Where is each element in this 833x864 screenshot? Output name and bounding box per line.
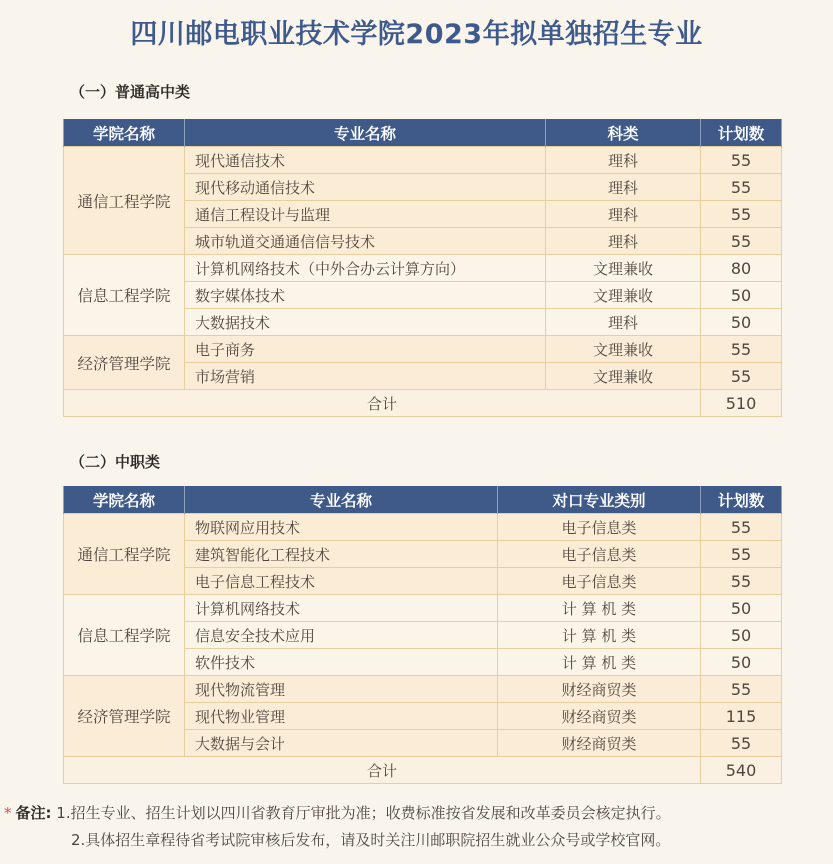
- plan-cell: 55: [701, 568, 782, 595]
- plan-cell: 55: [701, 730, 782, 757]
- plan-cell: 50: [701, 649, 782, 676]
- college-cell: 经济管理学院: [64, 336, 185, 390]
- col-header-major: 专业名称: [185, 119, 546, 147]
- major-cell: 通信工程设计与监理: [185, 201, 546, 228]
- plan-cell: 50: [701, 309, 782, 336]
- major-cell: 建筑智能化工程技术: [185, 541, 498, 568]
- plan-cell: 55: [701, 363, 782, 390]
- major-cell: 城市轨道交通通信信号技术: [185, 228, 546, 255]
- category-cell: 文理兼收: [546, 255, 701, 282]
- college-cell: 通信工程学院: [64, 147, 185, 255]
- major-cell: 现代物流管理: [185, 676, 498, 703]
- category-cell: 文理兼收: [546, 282, 701, 309]
- major-cell: 市场营销: [185, 363, 546, 390]
- major-cell: 计算机网络技术（中外合办云计算方向）: [185, 255, 546, 282]
- total-row: [64, 390, 782, 417]
- category-cell: 计 算 机 类: [498, 649, 701, 676]
- table-row: [64, 514, 782, 541]
- notes-label: 备注:: [15, 804, 52, 822]
- table-row: [64, 595, 782, 622]
- major-cell: 现代物业管理: [185, 703, 498, 730]
- plan-cell: 50: [701, 595, 782, 622]
- col-header-plan: 计划数: [701, 119, 782, 147]
- table-general-high-school: [63, 119, 782, 417]
- col-header-college: 学院名称: [64, 486, 185, 514]
- category-cell: 文理兼收: [546, 336, 701, 363]
- category-cell: 财经商贸类: [498, 703, 701, 730]
- page-title: 四川邮电职业技术学院2023年拟单独招生专业: [130, 19, 703, 50]
- total-label: 合计: [64, 390, 701, 417]
- category-cell: 财经商贸类: [498, 730, 701, 757]
- category-cell: 理科: [546, 309, 701, 336]
- col-header-college: 学院名称: [64, 119, 185, 147]
- plan-cell: 55: [701, 541, 782, 568]
- category-cell: 理科: [546, 174, 701, 201]
- category-cell: 计 算 机 类: [498, 622, 701, 649]
- total-row: [64, 757, 782, 784]
- college-cell: 通信工程学院: [64, 514, 185, 595]
- category-cell: 理科: [546, 201, 701, 228]
- plan-cell: 55: [701, 174, 782, 201]
- plan-cell: 55: [701, 676, 782, 703]
- total-label: 合计: [64, 757, 701, 784]
- note-text-2: 2.具体招生章程待省考试院审核后发布，请及时关注川邮职院招生就业公众号或学校官网。: [71, 831, 671, 849]
- table-row: [64, 336, 782, 363]
- table-row: [64, 147, 782, 174]
- note-line-1: [4, 800, 671, 827]
- plan-cell: 55: [701, 514, 782, 541]
- plan-cell: 50: [701, 282, 782, 309]
- col-header-plan: 计划数: [701, 486, 782, 514]
- category-cell: 理科: [546, 228, 701, 255]
- major-cell: 电子商务: [185, 336, 546, 363]
- total-value: 510: [701, 390, 782, 417]
- college-cell: 经济管理学院: [64, 676, 185, 757]
- plan-cell: 115: [701, 703, 782, 730]
- category-cell: 文理兼收: [546, 363, 701, 390]
- major-cell: 大数据技术: [185, 309, 546, 336]
- section-heading-vocational: （二）中职类: [70, 453, 161, 471]
- plan-cell: 55: [701, 147, 782, 174]
- major-cell: 物联网应用技术: [185, 514, 498, 541]
- category-cell: 电子信息类: [498, 541, 701, 568]
- major-cell: 计算机网络技术: [185, 595, 498, 622]
- major-cell: 现代通信技术: [185, 147, 546, 174]
- col-header-matching-category: 对口专业类别: [498, 486, 701, 514]
- plan-cell: 50: [701, 622, 782, 649]
- table-row: [64, 255, 782, 282]
- table-header-row: [64, 119, 782, 147]
- category-cell: 理科: [546, 147, 701, 174]
- col-header-category: 科类: [546, 119, 701, 147]
- notes: [4, 800, 671, 854]
- plan-cell: 55: [701, 336, 782, 363]
- col-header-major: 专业名称: [185, 486, 498, 514]
- major-cell: 大数据与会计: [185, 730, 498, 757]
- total-value: 540: [701, 757, 782, 784]
- major-cell: 软件技术: [185, 649, 498, 676]
- table-row: [64, 676, 782, 703]
- major-cell: 电子信息工程技术: [185, 568, 498, 595]
- note-line-2: [4, 827, 671, 854]
- table-header-row: [64, 486, 782, 514]
- plan-cell: 80: [701, 255, 782, 282]
- major-cell: 数字媒体技术: [185, 282, 546, 309]
- category-cell: 计 算 机 类: [498, 595, 701, 622]
- category-cell: 电子信息类: [498, 568, 701, 595]
- college-cell: 信息工程学院: [64, 255, 185, 336]
- category-cell: 财经商贸类: [498, 676, 701, 703]
- table-vocational: [63, 486, 782, 784]
- plan-cell: 55: [701, 228, 782, 255]
- plan-cell: 55: [701, 201, 782, 228]
- note-text-1: 1.招生专业、招生计划以四川省教育厅审批为准；收费标准按省发展和改革委员会核定执行。: [56, 804, 671, 822]
- asterisk-icon: *: [4, 804, 12, 822]
- major-cell: 现代移动通信技术: [185, 174, 546, 201]
- college-cell: 信息工程学院: [64, 595, 185, 676]
- section-heading-general: （一）普通高中类: [70, 83, 191, 101]
- category-cell: 电子信息类: [498, 514, 701, 541]
- major-cell: 信息安全技术应用: [185, 622, 498, 649]
